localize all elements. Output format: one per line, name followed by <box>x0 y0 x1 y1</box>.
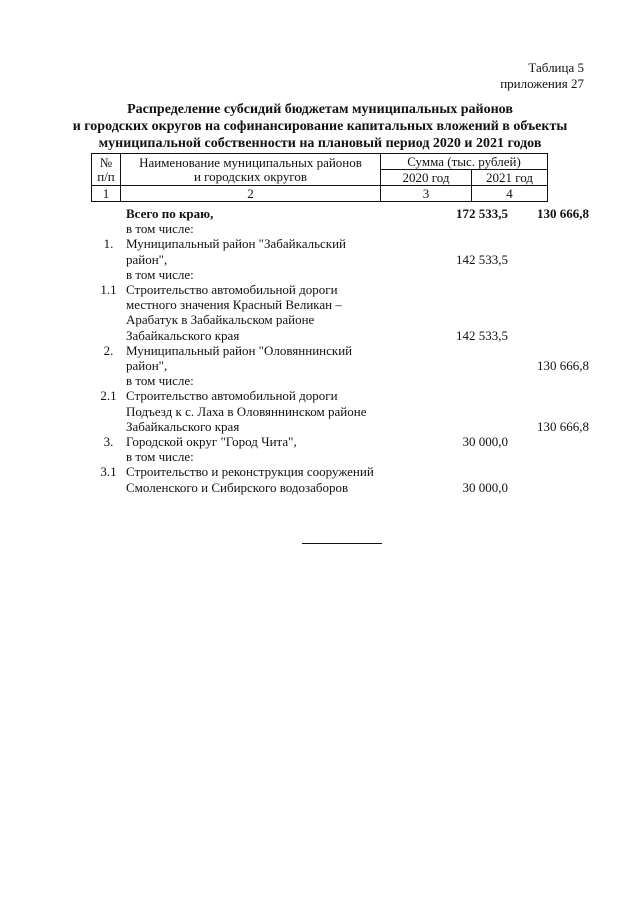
header-num-line: п/п <box>97 168 115 184</box>
row-name: Строительство автомобильной дороги Подъезд к с. Лаха в Оловяннинском районе Забайкальского края <box>126 388 367 434</box>
table-row <box>91 464 589 494</box>
row-2021: 130 666,8 <box>537 418 589 434</box>
col-number-3: 3 <box>381 186 472 202</box>
row-number: 1.1 <box>100 282 117 298</box>
total-2020: 172 533,5 <box>456 206 508 221</box>
row-sub-label: в том числе: <box>126 266 194 282</box>
table-rows <box>91 236 589 494</box>
table-header <box>91 153 548 202</box>
row-2021: 130 666,8 <box>537 358 589 374</box>
table-row <box>91 434 589 449</box>
title-line: и городских округов на софинансирование капитальных вложений в объекты <box>72 119 568 134</box>
appendix-number: приложения 27 <box>500 76 584 91</box>
header-name <box>121 154 381 186</box>
header-sum: Сумма (тыс. рублей) <box>381 154 548 170</box>
col-number-2: 2 <box>121 186 381 202</box>
table-body <box>91 206 589 495</box>
total-sub: в том числе: <box>126 221 194 237</box>
row-name: Муниципальный район "Забайкальский район", <box>126 236 347 267</box>
row-number: 1. <box>103 236 114 252</box>
table-row <box>91 236 589 266</box>
header-2020: 2020 год <box>381 170 472 186</box>
row-name: Городской округ "Город Чита", <box>126 434 297 450</box>
row-2020: 30 000,0 <box>462 479 508 495</box>
total-row <box>91 206 589 221</box>
col-number-4: 4 <box>472 186 548 202</box>
header-2021: 2021 год <box>472 170 548 186</box>
title-line: муниципальной собственности на плановый период 2020 и 2021 годов <box>98 136 542 151</box>
row-sub-label: в том числе: <box>126 373 194 389</box>
document-title <box>40 101 600 152</box>
table-row <box>91 388 589 434</box>
row-number: 3. <box>103 434 114 450</box>
table-row <box>91 282 589 343</box>
header-num <box>92 154 121 186</box>
table-number: Таблица 5 <box>528 60 584 75</box>
total-label: Всего по краю, <box>126 206 214 221</box>
row-2020: 142 533,5 <box>456 327 508 343</box>
total-2021: 130 666,8 <box>537 206 589 221</box>
row-number: 2.1 <box>100 388 117 404</box>
header-name-line: Наименование муниципальных районов <box>139 154 362 170</box>
table-row <box>91 343 589 373</box>
title-line: Распределение субсидий бюджетам муниципальных районов <box>127 102 513 117</box>
header-name-line: и городских округов <box>193 168 308 184</box>
col-number-1: 1 <box>92 186 121 202</box>
row-sub-label: в том числе: <box>126 449 194 465</box>
row-name: Муниципальный район "Оловяннинский район", <box>126 342 353 374</box>
row-number: 3.1 <box>100 464 117 480</box>
table-reference <box>500 60 584 92</box>
row-2020: 142 533,5 <box>456 251 508 267</box>
end-divider <box>302 543 382 544</box>
row-name: Строительство автомобильной дороги местного значения Красный Великан – Арабатук в Забайкальском районе Забайкальского края <box>126 282 342 343</box>
row-name: Строительство и реконструкция сооружений Смоленского и Сибирского водозаборов <box>126 464 374 495</box>
row-2020: 30 000,0 <box>462 434 508 450</box>
header-num-line: № <box>99 154 113 170</box>
row-number: 2. <box>103 342 114 358</box>
